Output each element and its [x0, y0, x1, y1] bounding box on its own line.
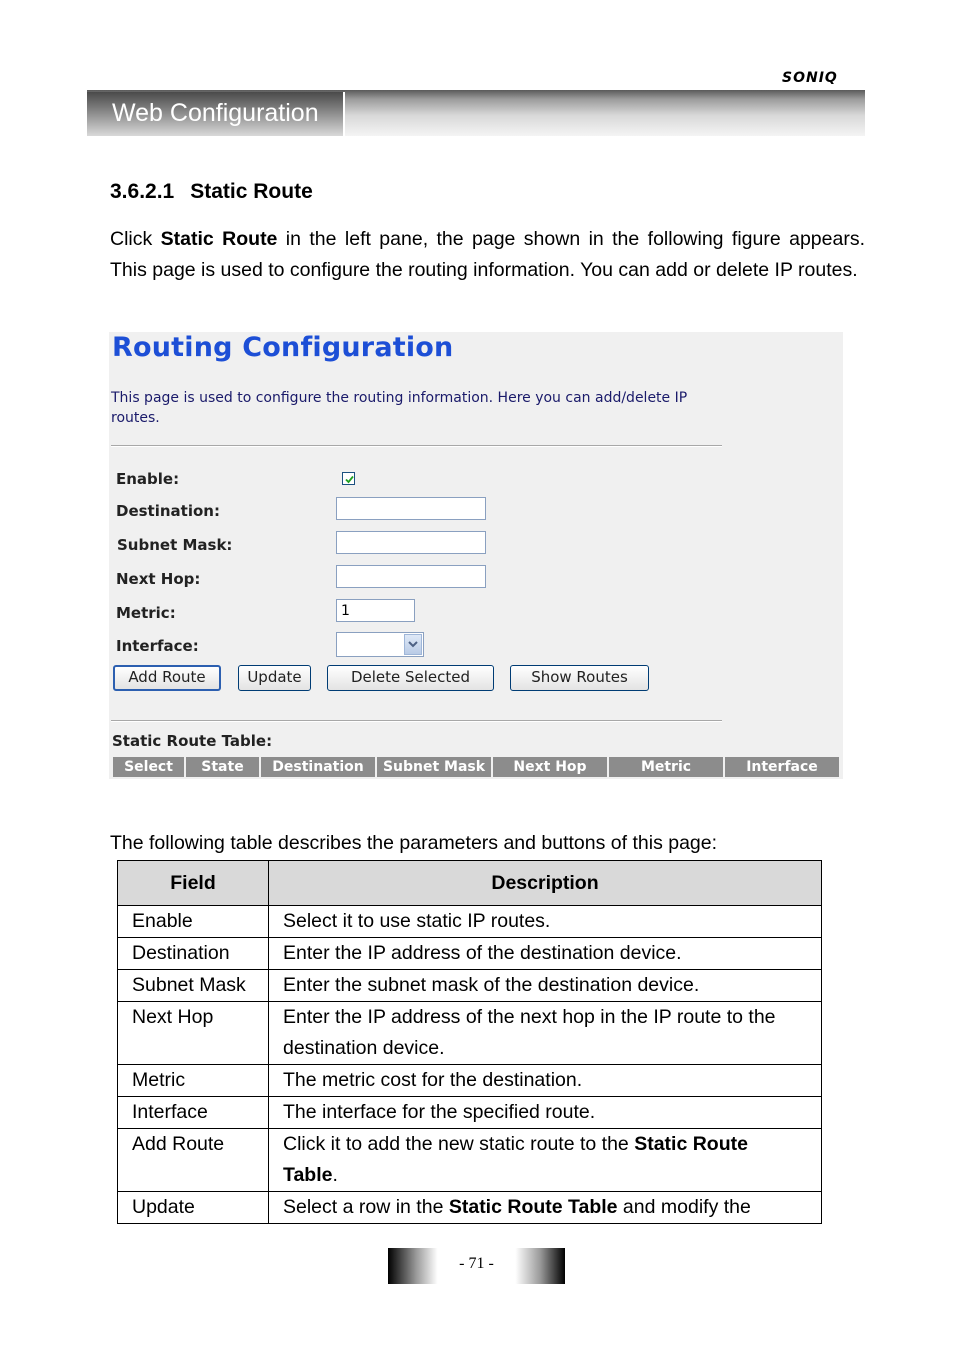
- col-metric: Metric: [609, 757, 723, 777]
- routing-title: Routing Configuration: [112, 332, 454, 363]
- col-state: State: [186, 757, 259, 777]
- description-cell: The metric cost for the destination.: [269, 1065, 822, 1097]
- static-route-table-header: [113, 757, 839, 777]
- field-header: Field: [118, 861, 269, 906]
- field-cell: Destination: [118, 938, 269, 970]
- table-row: [118, 1002, 822, 1065]
- metric-input[interactable]: 1: [336, 599, 415, 622]
- col-subnet-mask: Subnet Mask: [377, 757, 491, 777]
- field-cell: Update: [118, 1192, 269, 1224]
- divider: [111, 445, 722, 447]
- field-cell: Next Hop: [118, 1002, 269, 1065]
- description-cell: Enter the IP address of the destination device.: [269, 938, 822, 970]
- table-row: [118, 1065, 822, 1097]
- enable-checkbox[interactable]: [342, 472, 355, 485]
- desc-text: and modify the: [617, 1196, 751, 1218]
- brand-logo: SONIQ: [782, 70, 838, 86]
- description-cell: The interface for the specified route.: [269, 1097, 822, 1129]
- chevron-down-icon[interactable]: [404, 634, 422, 655]
- description-cell: Select it to use static IP routes.: [269, 906, 822, 938]
- static-route-table-label: Static Route Table:: [112, 732, 273, 750]
- delete-selected-button[interactable]: Delete Selected: [327, 665, 494, 691]
- header-title: Web Configuration: [112, 99, 319, 127]
- metric-label: Metric:: [116, 604, 176, 622]
- field-cell: Add Route: [118, 1129, 269, 1192]
- destination-input[interactable]: [336, 497, 486, 520]
- description-cell: [269, 1192, 822, 1224]
- intro-paragraph: [110, 224, 865, 286]
- next-hop-input[interactable]: [336, 565, 486, 588]
- interface-select[interactable]: [336, 632, 424, 657]
- col-interface: Interface: [725, 757, 839, 777]
- desc-text: Select a row in the: [283, 1196, 449, 1218]
- field-cell: Enable: [118, 906, 269, 938]
- update-button[interactable]: Update: [238, 665, 311, 691]
- table-caption: The following table describes the parameters and buttons of this page:: [110, 832, 718, 854]
- description-header: Description: [269, 861, 822, 906]
- table-row: [118, 906, 822, 938]
- description-cell: [269, 1129, 822, 1192]
- section-heading: [110, 180, 313, 204]
- parameters-table: [117, 860, 822, 1224]
- add-route-button[interactable]: Add Route: [113, 665, 221, 691]
- section-title: Static Route: [190, 180, 313, 203]
- interface-label: Interface:: [116, 637, 199, 655]
- table-row: [118, 970, 822, 1002]
- table-row: [118, 1192, 822, 1224]
- col-destination: Destination: [261, 757, 375, 777]
- routing-screenshot: [109, 332, 843, 779]
- table-row: [118, 1097, 822, 1129]
- check-icon: [344, 474, 355, 485]
- routing-description: This page is used to configure the routing information. Here you can add/delete IP routes.: [111, 390, 688, 426]
- col-select: Select: [113, 757, 184, 777]
- next-hop-label: Next Hop:: [116, 570, 201, 588]
- intro-text-2: in the left pane, the page shown in the following figure appears. This page is used to configure the routing information. You can add or delete IP routes.: [110, 228, 865, 281]
- desc-bold: Static Route Table: [448, 1196, 618, 1218]
- desc-text: Click it to add the new static route to the: [283, 1133, 635, 1155]
- desc-text: .: [332, 1164, 338, 1186]
- destination-label: Destination:: [116, 502, 220, 520]
- page-number: - 71 -: [459, 1255, 494, 1272]
- table-row: [118, 1129, 822, 1192]
- description-cell: Enter the IP address of the next hop in the IP route to the destination device.: [269, 1002, 822, 1065]
- field-cell: Subnet Mask: [118, 970, 269, 1002]
- divider: [111, 720, 722, 722]
- field-cell: Metric: [118, 1065, 269, 1097]
- subnet-mask-input[interactable]: [336, 531, 486, 554]
- table-header-row: [118, 861, 822, 906]
- enable-label: Enable:: [116, 470, 180, 488]
- show-routes-button[interactable]: Show Routes: [510, 665, 649, 691]
- subnet-mask-label: Subnet Mask:: [117, 536, 233, 554]
- section-number: 3.6.2.1: [110, 180, 175, 203]
- table-row: [118, 938, 822, 970]
- field-cell: Interface: [118, 1097, 269, 1129]
- intro-bold: Static Route: [160, 228, 278, 250]
- description-cell: Enter the subnet mask of the destination device.: [269, 970, 822, 1002]
- col-next-hop: Next Hop: [493, 757, 607, 777]
- desc-bold: Static Route Table: [283, 1133, 748, 1186]
- intro-text-1: Click: [110, 228, 161, 250]
